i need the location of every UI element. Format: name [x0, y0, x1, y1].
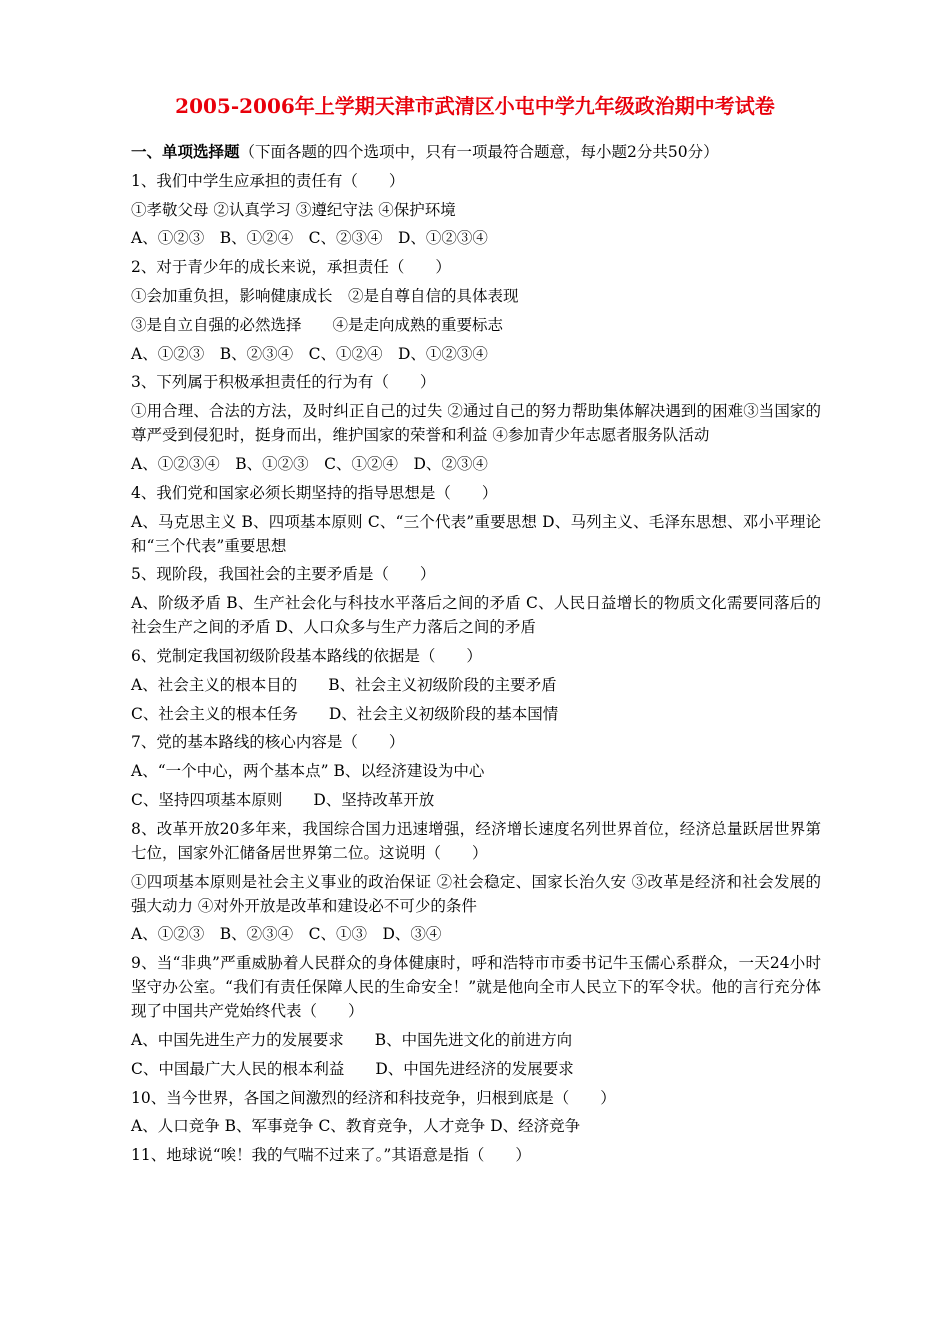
question-line: ①孝敬父母 ②认真学习 ③遵纪守法 ④保护环境 — [131, 200, 456, 219]
question-line: 11、地球说“唉！我的气喘不过来了。”其语意是指（ ） — [131, 1146, 531, 1165]
question-line: C、中国最广大人民的根本利益 D、中国先进经济的发展要求 — [131, 1059, 574, 1078]
question-line: C、社会主义的根本任务 D、社会主义初级阶段的基本国情 — [131, 704, 559, 723]
section-heading-row — [131, 140, 821, 164]
section-heading: 一、单项选择题 — [131, 142, 240, 161]
question-line: 9、当“非典”严重威胁着人民群众的身体健康时，呼和浩特市市委书记牛玉儒心系群众，一天24小时坚守办公室。“我们有责任保障人民的生命安全！”就是他向全市人民立下的军令状。他的言行充分体现了中国共产党始终代表（ ） — [131, 954, 821, 1021]
question-line: 8、改革开放20多年来，我国综合国力迅速增强，经济增长速度名列世界首位，经济总量跃居世界第七位，国家外汇储备居世界第二位。这说明（ ） — [131, 819, 821, 862]
question-line: A、人口竞争 B、军事竞争 C、教育竞争，人才竞争 D、经济竞争 — [131, 1117, 581, 1136]
question-line: A、①②③ B、①②④ C、②③④ D、①②③④ — [131, 229, 488, 248]
question-line: 7、党的基本路线的核心内容是（ ） — [131, 733, 405, 752]
exam-content — [131, 140, 821, 1172]
question-line: ①会加重负担，影响健康成长 ②是自尊自信的具体表现 — [131, 286, 519, 305]
question-line: 3、下列属于积极承担责任的行为有（ ） — [131, 373, 436, 392]
question-line: A、阶级矛盾 B、生产社会化与科技水平落后之间的矛盾 C、人民日益增长的物质文化需要同落后的社会生产之间的矛盾 D、人口众多与生产力落后之间的矛盾 — [131, 594, 821, 637]
question-line: A、马克思主义 B、四项基本原则 C、“三个代表”重要思想 D、马列主义、毛泽东思想、邓小平理论和“三个代表”重要思想 — [131, 512, 821, 555]
question-line: 6、党制定我国初级阶段基本路线的依据是（ ） — [131, 646, 482, 665]
question-line: ①四项基本原则是社会主义事业的政治保证 ②社会稳定、国家长治久安 ③改革是经济和社会发展的强大动力 ④对外开放是改革和建设必不可少的条件 — [131, 872, 821, 915]
question-line: C、坚持四项基本原则 D、坚持改革开放 — [131, 790, 435, 809]
question-line: ③是自立自强的必然选择 ④是走向成熟的重要标志 — [131, 315, 504, 334]
question-line: A、“一个中心，两个基本点” B、以经济建设为中心 — [131, 762, 485, 781]
question-line: 2、对于青少年的成长来说，承担责任（ ） — [131, 258, 451, 277]
section-instruction: （下面各题的四个选项中，只有一项最符合题意，每小题2分共50分） — [239, 143, 719, 161]
document-title: 2005-2006年上学期天津市武清区小屯中学九年级政治期中考试卷 — [175, 94, 775, 118]
question-line: 10、当今世界，各国之间激烈的经济和科技竞争，归根到底是（ ） — [131, 1088, 616, 1107]
question-line: 4、我们党和国家必须长期坚持的指导思想是（ ） — [131, 483, 498, 502]
question-line: A、社会主义的根本目的 B、社会主义初级阶段的主要矛盾 — [131, 675, 557, 694]
question-line: ①用合理、合法的方法，及时纠正自己的过失 ②通过自己的努力帮助集体解决遇到的困难③当国家的尊严受到侵犯时，挺身而出，维护国家的荣誉和利益 ④参加青少年志愿者服务队活动 — [131, 402, 821, 445]
question-line: A、中国先进生产力的发展要求 B、中国先进文化的前进方向 — [131, 1030, 573, 1049]
question-line: 1、我们中学生应承担的责任有（ ） — [131, 171, 405, 190]
question-line: A、①②③ B、②③④ C、①③ D、③④ — [131, 925, 442, 944]
question-line: A、①②③④ B、①②③ C、①②④ D、②③④ — [131, 454, 488, 473]
question-line: 5、现阶段，我国社会的主要矛盾是（ ） — [131, 565, 436, 584]
question-line: A、①②③ B、②③④ C、①②④ D、①②③④ — [131, 344, 488, 363]
